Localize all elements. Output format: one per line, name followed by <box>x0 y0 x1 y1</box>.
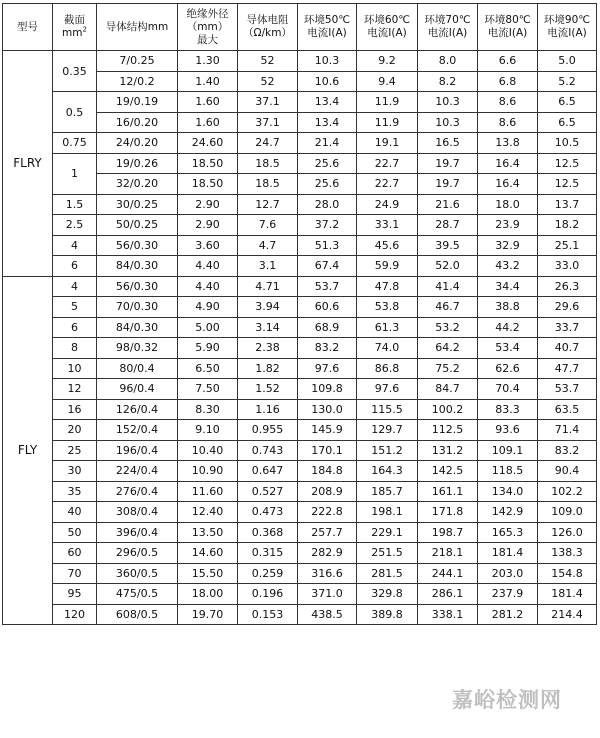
current-90-cell: 5.0 <box>538 51 597 72</box>
current-50-cell: 184.8 <box>298 461 357 482</box>
section-cell: 1.5 <box>53 194 97 215</box>
table-row <box>3 379 597 400</box>
current-60-cell: 53.8 <box>357 297 418 318</box>
resistance-cell: 2.38 <box>238 338 298 359</box>
header-resistance: 导体电阻 （Ω/km） <box>238 4 298 51</box>
current-80-cell: 181.4 <box>478 543 538 564</box>
table-row <box>3 338 597 359</box>
diameter-cell: 3.60 <box>178 235 238 256</box>
header-section: 截面 $mm^2$ <box>53 4 97 51</box>
model-cell: FLY <box>3 276 53 625</box>
current-50-cell: 109.8 <box>298 379 357 400</box>
current-50-cell: 25.6 <box>298 153 357 174</box>
current-90-cell: 29.6 <box>538 297 597 318</box>
resistance-cell: 4.7 <box>238 235 298 256</box>
current-70-cell: 244.1 <box>418 563 478 584</box>
current-60-cell: 164.3 <box>357 461 418 482</box>
section-cell: 2.5 <box>53 215 97 236</box>
current-90-cell: 6.5 <box>538 92 597 113</box>
current-60-cell: 185.7 <box>357 481 418 502</box>
section-cell: 4 <box>53 276 97 297</box>
current-60-cell: 47.8 <box>357 276 418 297</box>
diameter-cell: 18.00 <box>178 584 238 605</box>
header-model: 型号 <box>3 4 53 51</box>
diameter-cell: 5.00 <box>178 317 238 338</box>
diameter-cell: 13.50 <box>178 522 238 543</box>
section-cell: 20 <box>53 420 97 441</box>
section-cell: 70 <box>53 563 97 584</box>
current-90-cell: 26.3 <box>538 276 597 297</box>
section-cell: 0.5 <box>53 92 97 133</box>
table-row <box>3 461 597 482</box>
current-60-cell: 45.6 <box>357 235 418 256</box>
current-50-cell: 438.5 <box>298 604 357 625</box>
structure-cell: 608/0.5 <box>97 604 178 625</box>
diameter-cell: 4.40 <box>178 276 238 297</box>
current-90-cell: 181.4 <box>538 584 597 605</box>
current-60-cell: 59.9 <box>357 256 418 277</box>
table-row <box>3 256 597 277</box>
section-cell: 25 <box>53 440 97 461</box>
current-90-cell: 47.7 <box>538 358 597 379</box>
current-60-cell: 11.9 <box>357 92 418 113</box>
section-cell: 6 <box>53 256 97 277</box>
structure-cell: 56/0.30 <box>97 276 178 297</box>
current-60-cell: 19.1 <box>357 133 418 154</box>
current-60-cell: 115.5 <box>357 399 418 420</box>
current-60-cell: 22.7 <box>357 174 418 195</box>
header-current-90: 环境90℃ 电流I(A) <box>538 4 597 51</box>
current-60-cell: 11.9 <box>357 112 418 133</box>
header-row <box>3 4 597 51</box>
current-70-cell: 10.3 <box>418 112 478 133</box>
resistance-cell: 0.647 <box>238 461 298 482</box>
current-50-cell: 83.2 <box>298 338 357 359</box>
current-50-cell: 21.4 <box>298 133 357 154</box>
header-current-70: 环境70℃ 电流I(A) <box>418 4 478 51</box>
current-80-cell: 16.4 <box>478 153 538 174</box>
structure-cell: 98/0.32 <box>97 338 178 359</box>
current-60-cell: 86.8 <box>357 358 418 379</box>
current-60-cell: 198.1 <box>357 502 418 523</box>
resistance-cell: 7.6 <box>238 215 298 236</box>
table-row <box>3 92 597 113</box>
header-current-60: 环境60℃ 电流I(A) <box>357 4 418 51</box>
current-60-cell: 329.8 <box>357 584 418 605</box>
section-cell: 12 <box>53 379 97 400</box>
current-80-cell: 6.8 <box>478 71 538 92</box>
model-cell: FLRY <box>3 51 53 277</box>
current-80-cell: 43.2 <box>478 256 538 277</box>
current-90-cell: 33.7 <box>538 317 597 338</box>
current-90-cell: 154.8 <box>538 563 597 584</box>
structure-cell: 224/0.4 <box>97 461 178 482</box>
header-structure: 导体结构mm <box>97 4 178 51</box>
structure-cell: 308/0.4 <box>97 502 178 523</box>
diameter-cell: 1.60 <box>178 92 238 113</box>
table-row <box>3 133 597 154</box>
current-50-cell: 51.3 <box>298 235 357 256</box>
current-90-cell: 126.0 <box>538 522 597 543</box>
structure-cell: 276/0.4 <box>97 481 178 502</box>
current-50-cell: 130.0 <box>298 399 357 420</box>
current-50-cell: 145.9 <box>298 420 357 441</box>
current-70-cell: 8.2 <box>418 71 478 92</box>
table-row <box>3 481 597 502</box>
current-90-cell: 5.2 <box>538 71 597 92</box>
header-current-50: 环境50℃ 电流I(A) <box>298 4 357 51</box>
current-50-cell: 13.4 <box>298 92 357 113</box>
resistance-cell: 0.196 <box>238 584 298 605</box>
section-cell: 0.75 <box>53 133 97 154</box>
current-90-cell: 63.5 <box>538 399 597 420</box>
resistance-cell: 0.955 <box>238 420 298 441</box>
diameter-cell: 14.60 <box>178 543 238 564</box>
resistance-cell: 18.5 <box>238 153 298 174</box>
resistance-cell: 0.368 <box>238 522 298 543</box>
current-60-cell: 389.8 <box>357 604 418 625</box>
section-cell: 40 <box>53 502 97 523</box>
current-90-cell: 18.2 <box>538 215 597 236</box>
current-70-cell: 161.1 <box>418 481 478 502</box>
current-90-cell: 90.4 <box>538 461 597 482</box>
table-row <box>3 358 597 379</box>
header-current-80: 环境80℃ 电流I(A) <box>478 4 538 51</box>
current-50-cell: 13.4 <box>298 112 357 133</box>
current-70-cell: 218.1 <box>418 543 478 564</box>
table-row <box>3 153 597 174</box>
structure-cell: 16/0.20 <box>97 112 178 133</box>
structure-cell: 126/0.4 <box>97 399 178 420</box>
current-60-cell: 74.0 <box>357 338 418 359</box>
current-60-cell: 61.3 <box>357 317 418 338</box>
diameter-cell: 1.30 <box>178 51 238 72</box>
resistance-cell: 52 <box>238 51 298 72</box>
diameter-cell: 19.70 <box>178 604 238 625</box>
table-row <box>3 215 597 236</box>
structure-cell: 50/0.25 <box>97 215 178 236</box>
current-70-cell: 28.7 <box>418 215 478 236</box>
current-50-cell: 97.6 <box>298 358 357 379</box>
current-60-cell: 129.7 <box>357 420 418 441</box>
section-cell: 95 <box>53 584 97 605</box>
current-50-cell: 282.9 <box>298 543 357 564</box>
diameter-cell: 6.50 <box>178 358 238 379</box>
resistance-cell: 12.7 <box>238 194 298 215</box>
section-cell: 5 <box>53 297 97 318</box>
current-80-cell: 38.8 <box>478 297 538 318</box>
structure-cell: 296/0.5 <box>97 543 178 564</box>
current-70-cell: 16.5 <box>418 133 478 154</box>
diameter-cell: 10.90 <box>178 461 238 482</box>
diameter-cell: 11.60 <box>178 481 238 502</box>
current-80-cell: 281.2 <box>478 604 538 625</box>
current-90-cell: 13.7 <box>538 194 597 215</box>
current-60-cell: 24.9 <box>357 194 418 215</box>
current-70-cell: 64.2 <box>418 338 478 359</box>
current-80-cell: 134.0 <box>478 481 538 502</box>
section-cell: 6 <box>53 317 97 338</box>
table-row <box>3 502 597 523</box>
cable-spec-table <box>2 3 597 625</box>
table-row <box>3 317 597 338</box>
section-cell: 60 <box>53 543 97 564</box>
table-row <box>3 440 597 461</box>
header-diameter: 绝缘外径 （mm） 最大 <box>178 4 238 51</box>
current-70-cell: 84.7 <box>418 379 478 400</box>
current-70-cell: 8.0 <box>418 51 478 72</box>
structure-cell: 32/0.20 <box>97 174 178 195</box>
resistance-cell: 3.1 <box>238 256 298 277</box>
current-80-cell: 18.0 <box>478 194 538 215</box>
table-row <box>3 563 597 584</box>
structure-cell: 70/0.30 <box>97 297 178 318</box>
current-70-cell: 286.1 <box>418 584 478 605</box>
resistance-cell: 52 <box>238 71 298 92</box>
current-80-cell: 203.0 <box>478 563 538 584</box>
table-row <box>3 420 597 441</box>
diameter-cell: 2.90 <box>178 215 238 236</box>
current-50-cell: 60.6 <box>298 297 357 318</box>
section-cell: 8 <box>53 338 97 359</box>
current-80-cell: 44.2 <box>478 317 538 338</box>
current-70-cell: 198.7 <box>418 522 478 543</box>
table-row <box>3 522 597 543</box>
current-60-cell: 22.7 <box>357 153 418 174</box>
spec-table-container <box>2 3 597 625</box>
structure-cell: 30/0.25 <box>97 194 178 215</box>
resistance-cell: 0.315 <box>238 543 298 564</box>
current-70-cell: 21.6 <box>418 194 478 215</box>
current-70-cell: 142.5 <box>418 461 478 482</box>
resistance-cell: 3.14 <box>238 317 298 338</box>
current-60-cell: 251.5 <box>357 543 418 564</box>
current-70-cell: 100.2 <box>418 399 478 420</box>
section-cell: 4 <box>53 235 97 256</box>
current-50-cell: 170.1 <box>298 440 357 461</box>
current-80-cell: 34.4 <box>478 276 538 297</box>
current-90-cell: 6.5 <box>538 112 597 133</box>
structure-cell: 56/0.30 <box>97 235 178 256</box>
current-60-cell: 281.5 <box>357 563 418 584</box>
section-cell: 35 <box>53 481 97 502</box>
current-80-cell: 83.3 <box>478 399 538 420</box>
current-70-cell: 52.0 <box>418 256 478 277</box>
current-90-cell: 138.3 <box>538 543 597 564</box>
current-80-cell: 93.6 <box>478 420 538 441</box>
current-80-cell: 109.1 <box>478 440 538 461</box>
diameter-cell: 9.10 <box>178 420 238 441</box>
current-50-cell: 257.7 <box>298 522 357 543</box>
diameter-cell: 2.90 <box>178 194 238 215</box>
current-70-cell: 53.2 <box>418 317 478 338</box>
current-60-cell: 97.6 <box>357 379 418 400</box>
current-60-cell: 33.1 <box>357 215 418 236</box>
current-70-cell: 112.5 <box>418 420 478 441</box>
table-row <box>3 194 597 215</box>
resistance-cell: 0.473 <box>238 502 298 523</box>
diameter-cell: 12.40 <box>178 502 238 523</box>
resistance-cell: 3.94 <box>238 297 298 318</box>
structure-cell: 360/0.5 <box>97 563 178 584</box>
diameter-cell: 4.90 <box>178 297 238 318</box>
current-90-cell: 53.7 <box>538 379 597 400</box>
current-50-cell: 10.6 <box>298 71 357 92</box>
current-50-cell: 53.7 <box>298 276 357 297</box>
section-cell: 30 <box>53 461 97 482</box>
current-50-cell: 68.9 <box>298 317 357 338</box>
table-row <box>3 399 597 420</box>
watermark-logo: 嘉峪检测网 <box>452 688 562 712</box>
section-cell: 1 <box>53 153 97 194</box>
current-80-cell: 13.8 <box>478 133 538 154</box>
current-60-cell: 229.1 <box>357 522 418 543</box>
diameter-cell: 18.50 <box>178 153 238 174</box>
current-80-cell: 142.9 <box>478 502 538 523</box>
diameter-cell: 8.30 <box>178 399 238 420</box>
diameter-cell: 1.60 <box>178 112 238 133</box>
current-70-cell: 75.2 <box>418 358 478 379</box>
current-50-cell: 222.8 <box>298 502 357 523</box>
current-80-cell: 6.6 <box>478 51 538 72</box>
current-90-cell: 12.5 <box>538 153 597 174</box>
current-70-cell: 41.4 <box>418 276 478 297</box>
resistance-cell: 0.527 <box>238 481 298 502</box>
structure-cell: 84/0.30 <box>97 256 178 277</box>
current-50-cell: 10.3 <box>298 51 357 72</box>
resistance-cell: 18.5 <box>238 174 298 195</box>
diameter-cell: 10.40 <box>178 440 238 461</box>
current-90-cell: 71.4 <box>538 420 597 441</box>
current-80-cell: 53.4 <box>478 338 538 359</box>
resistance-cell: 0.153 <box>238 604 298 625</box>
diameter-cell: 15.50 <box>178 563 238 584</box>
current-80-cell: 237.9 <box>478 584 538 605</box>
structure-cell: 19/0.26 <box>97 153 178 174</box>
current-80-cell: 32.9 <box>478 235 538 256</box>
current-50-cell: 67.4 <box>298 256 357 277</box>
structure-cell: 19/0.19 <box>97 92 178 113</box>
diameter-cell: 18.50 <box>178 174 238 195</box>
structure-cell: 80/0.4 <box>97 358 178 379</box>
current-90-cell: 83.2 <box>538 440 597 461</box>
diameter-cell: 5.90 <box>178 338 238 359</box>
resistance-cell: 1.82 <box>238 358 298 379</box>
current-80-cell: 23.9 <box>478 215 538 236</box>
current-80-cell: 118.5 <box>478 461 538 482</box>
current-70-cell: 39.5 <box>418 235 478 256</box>
diameter-cell: 7.50 <box>178 379 238 400</box>
current-70-cell: 131.2 <box>418 440 478 461</box>
current-80-cell: 8.6 <box>478 112 538 133</box>
table-row <box>3 235 597 256</box>
current-70-cell: 338.1 <box>418 604 478 625</box>
section-cell: 16 <box>53 399 97 420</box>
current-70-cell: 10.3 <box>418 92 478 113</box>
section-cell: 50 <box>53 522 97 543</box>
structure-cell: 7/0.25 <box>97 51 178 72</box>
table-row <box>3 276 597 297</box>
current-60-cell: 151.2 <box>357 440 418 461</box>
table-row <box>3 584 597 605</box>
current-80-cell: 8.6 <box>478 92 538 113</box>
section-cell: 10 <box>53 358 97 379</box>
resistance-cell: 0.259 <box>238 563 298 584</box>
structure-cell: 196/0.4 <box>97 440 178 461</box>
table-row <box>3 297 597 318</box>
current-90-cell: 12.5 <box>538 174 597 195</box>
current-80-cell: 165.3 <box>478 522 538 543</box>
structure-cell: 396/0.4 <box>97 522 178 543</box>
current-90-cell: 102.2 <box>538 481 597 502</box>
resistance-cell: 1.16 <box>238 399 298 420</box>
structure-cell: 12/0.2 <box>97 71 178 92</box>
current-90-cell: 214.4 <box>538 604 597 625</box>
structure-cell: 475/0.5 <box>97 584 178 605</box>
table-row <box>3 604 597 625</box>
current-90-cell: 33.0 <box>538 256 597 277</box>
resistance-cell: 1.52 <box>238 379 298 400</box>
current-50-cell: 316.6 <box>298 563 357 584</box>
current-50-cell: 25.6 <box>298 174 357 195</box>
current-80-cell: 70.4 <box>478 379 538 400</box>
diameter-cell: 1.40 <box>178 71 238 92</box>
structure-cell: 84/0.30 <box>97 317 178 338</box>
current-80-cell: 62.6 <box>478 358 538 379</box>
diameter-cell: 4.40 <box>178 256 238 277</box>
resistance-cell: 24.7 <box>238 133 298 154</box>
current-90-cell: 10.5 <box>538 133 597 154</box>
current-90-cell: 25.1 <box>538 235 597 256</box>
current-70-cell: 19.7 <box>418 153 478 174</box>
current-90-cell: 109.0 <box>538 502 597 523</box>
current-60-cell: 9.2 <box>357 51 418 72</box>
current-50-cell: 371.0 <box>298 584 357 605</box>
current-80-cell: 16.4 <box>478 174 538 195</box>
current-90-cell: 40.7 <box>538 338 597 359</box>
resistance-cell: 37.1 <box>238 112 298 133</box>
section-cell: 120 <box>53 604 97 625</box>
table-row <box>3 51 597 72</box>
resistance-cell: 4.71 <box>238 276 298 297</box>
current-70-cell: 171.8 <box>418 502 478 523</box>
resistance-cell: 0.743 <box>238 440 298 461</box>
current-50-cell: 208.9 <box>298 481 357 502</box>
table-body <box>3 51 597 625</box>
resistance-cell: 37.1 <box>238 92 298 113</box>
table-header <box>3 4 597 51</box>
current-70-cell: 19.7 <box>418 174 478 195</box>
current-50-cell: 28.0 <box>298 194 357 215</box>
current-70-cell: 46.7 <box>418 297 478 318</box>
structure-cell: 96/0.4 <box>97 379 178 400</box>
current-50-cell: 37.2 <box>298 215 357 236</box>
table-row <box>3 543 597 564</box>
structure-cell: 152/0.4 <box>97 420 178 441</box>
section-cell: 0.35 <box>53 51 97 92</box>
current-60-cell: 9.4 <box>357 71 418 92</box>
structure-cell: 24/0.20 <box>97 133 178 154</box>
diameter-cell: 24.60 <box>178 133 238 154</box>
